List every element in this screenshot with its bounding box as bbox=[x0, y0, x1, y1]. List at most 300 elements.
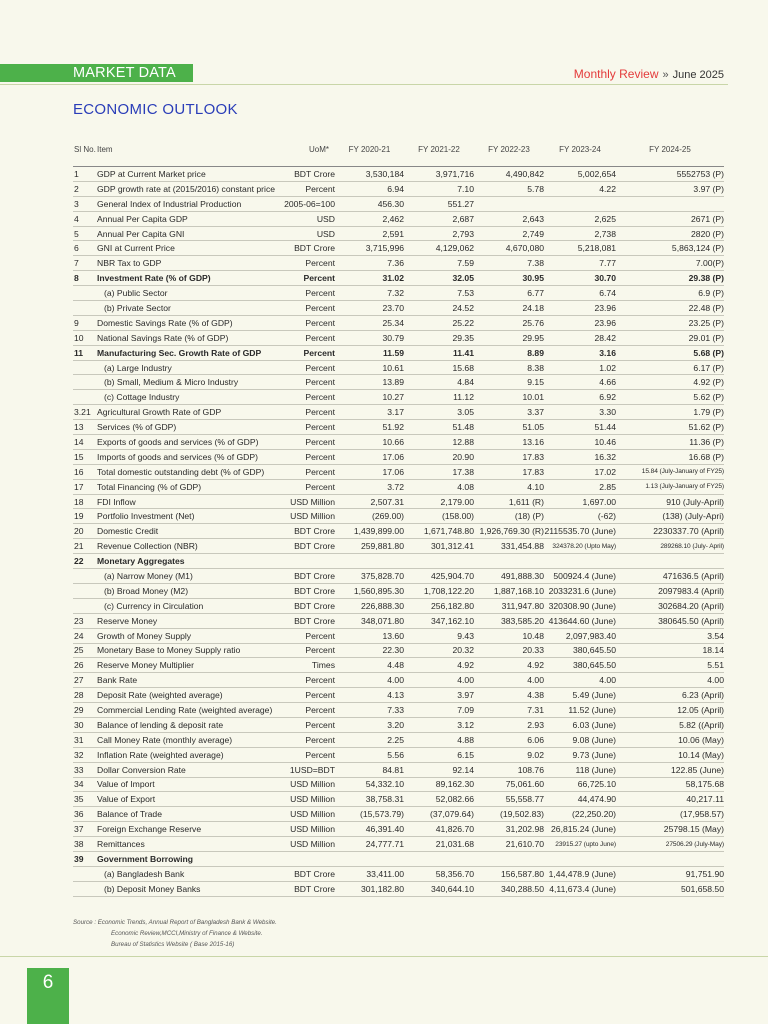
cell-item: Portfolio Investment (Net) bbox=[97, 511, 195, 522]
cell-fy-2021-22: 20.32 bbox=[452, 645, 474, 656]
cell-sl: 28 bbox=[74, 690, 84, 701]
cell-fy-2021-22: 2,687 bbox=[452, 213, 474, 224]
cell-fy-2022-23: 1,926,769.30 (R) bbox=[479, 526, 544, 537]
cell-fy-2021-22: 4,129,062 bbox=[435, 243, 474, 254]
cell-item: (a) Public Sector bbox=[104, 288, 168, 299]
cell-item: (a) Large Industry bbox=[104, 362, 172, 373]
cell-fy-2022-23: 20.33 bbox=[522, 645, 544, 656]
cell-fy-2021-22: (37,079.64) bbox=[430, 809, 474, 820]
cell-sl: 26 bbox=[74, 660, 84, 671]
cell-uom: Percent bbox=[305, 734, 335, 745]
footer-divider bbox=[0, 956, 768, 957]
cell-item: Total Financing (% of GDP) bbox=[97, 481, 202, 492]
cell-fy-2020-21: 24,777.71 bbox=[365, 839, 404, 850]
cell-fy-2024-25: 11.36 (P) bbox=[689, 436, 724, 447]
cell-fy-2020-21: (15,573.79) bbox=[360, 809, 404, 820]
cell-uom: Percent bbox=[305, 332, 335, 343]
cell-sl: 3 bbox=[74, 198, 79, 209]
cell-fy-2020-21: 3,715,996 bbox=[365, 243, 404, 254]
cell-item: Annual Per Capita GNI bbox=[97, 228, 185, 239]
cell-fy-2020-21: 38,758.31 bbox=[365, 794, 404, 805]
cell-fy-2023-24: 380,645.50 bbox=[572, 660, 616, 671]
cell-fy-2023-24: 23.96 bbox=[594, 302, 616, 313]
cell-fy-2023-24: (22,250.20) bbox=[572, 809, 616, 820]
cell-fy-2021-22: 7.09 bbox=[457, 705, 474, 715]
cell-sl: 18 bbox=[74, 496, 84, 507]
cell-fy-2020-21: 2.25 bbox=[387, 734, 404, 745]
cell-fy-2023-24: 11.52 (June) bbox=[568, 705, 616, 715]
table-row bbox=[73, 271, 724, 286]
cell-fy-2024-25: 22.48 (P) bbox=[688, 302, 724, 313]
cell-fy-2023-24: 1,44,478.9 (June) bbox=[548, 868, 616, 879]
cell-fy-2022-23: 383,585.20 bbox=[500, 615, 544, 626]
cell-fy-2022-23: 8.89 bbox=[527, 347, 544, 358]
cell-fy-2020-21: 51.92 bbox=[382, 422, 404, 433]
cell-fy-2023-24: 380,645.50 bbox=[572, 645, 616, 656]
cell-fy-2024-25: 58,175.68 bbox=[685, 779, 724, 790]
cell-item: National Savings Rate (% of GDP) bbox=[97, 332, 229, 343]
cell-fy-2022-23: 29.95 bbox=[522, 332, 544, 343]
table-row bbox=[73, 703, 724, 718]
table-row bbox=[73, 182, 724, 197]
cell-fy-2023-24: 26,815.24 (June) bbox=[551, 824, 616, 835]
cell-item: NBR Tax to GDP bbox=[97, 258, 162, 269]
cell-fy-2024-25: 23.25 (P) bbox=[688, 317, 724, 328]
cell-uom: USD Million bbox=[290, 779, 335, 790]
table-row bbox=[73, 837, 724, 852]
page-title: ECONOMIC OUTLOOK bbox=[73, 101, 238, 118]
cell-uom: Percent bbox=[305, 407, 335, 418]
table-row bbox=[73, 658, 724, 673]
cell-sl: 39 bbox=[74, 853, 84, 864]
cell-fy-2023-24: 17.02 bbox=[594, 466, 616, 477]
cell-fy-2022-23: 4.10 bbox=[527, 481, 544, 492]
cell-fy-2024-25: 91,751.90 bbox=[685, 868, 724, 879]
table-row bbox=[73, 673, 724, 688]
cell-fy-2023-24: 7.77 bbox=[599, 258, 616, 269]
cell-sl: 23 bbox=[74, 615, 84, 626]
cell-item: Investment Rate (% of GDP) bbox=[97, 273, 211, 284]
header-fy-2022-23: FY 2022-23 bbox=[488, 145, 530, 154]
cell-fy-2021-22: 58,356.70 bbox=[435, 868, 474, 879]
cell-fy-2023-24: 2115535.70 (June) bbox=[544, 526, 616, 537]
cell-fy-2022-23: 7.31 bbox=[527, 705, 544, 715]
header-divider bbox=[0, 84, 728, 85]
cell-fy-2020-21: 23.70 bbox=[382, 302, 404, 313]
cell-item: Government Borrowing bbox=[97, 853, 193, 864]
cell-item: Domestic Savings Rate (% of GDP) bbox=[97, 317, 233, 328]
table-row bbox=[73, 331, 724, 346]
cell-sl: 15 bbox=[74, 451, 84, 462]
cell-fy-2023-24: 2,097,983.40 bbox=[565, 630, 616, 641]
cell-sl: 22 bbox=[74, 556, 84, 567]
cell-fy-2024-25: 5,863,124 (P) bbox=[671, 243, 724, 254]
cell-fy-2023-24: 3.30 bbox=[599, 407, 616, 418]
cell-fy-2020-21: 348,071.80 bbox=[360, 615, 404, 626]
cell-fy-2024-25: 5.68 (P) bbox=[693, 347, 724, 358]
cell-fy-2022-23: 17.83 bbox=[522, 451, 544, 462]
cell-fy-2023-24: 28.42 bbox=[594, 332, 616, 343]
cell-sl: 30 bbox=[74, 719, 84, 730]
cell-fy-2023-24: 2033231.6 (June) bbox=[548, 585, 616, 596]
cell-uom: Percent bbox=[305, 466, 335, 477]
cell-fy-2022-23: 156,587.80 bbox=[500, 868, 544, 879]
cell-fy-2020-21: 46,391.40 bbox=[365, 824, 404, 835]
cell-fy-2022-23: 311,947.80 bbox=[501, 600, 544, 611]
table-row bbox=[73, 256, 724, 271]
cell-fy-2024-25: 29.38 (P) bbox=[688, 273, 724, 284]
cell-uom: Percent bbox=[305, 422, 335, 433]
table-row bbox=[73, 584, 724, 599]
cell-item: Foreign Exchange Reserve bbox=[97, 824, 202, 835]
cell-fy-2020-21: 2,591 bbox=[382, 228, 404, 239]
cell-fy-2020-21: 259,881.80 bbox=[360, 541, 404, 552]
cell-fy-2020-21: 17.06 bbox=[382, 466, 404, 477]
cell-fy-2021-22: 17.38 bbox=[452, 466, 474, 477]
cell-sl: 37 bbox=[74, 824, 84, 835]
cell-fy-2022-23: 4.38 bbox=[527, 690, 544, 701]
cell-fy-2024-25: 27506.29 (July-May) bbox=[665, 840, 724, 848]
table-row bbox=[73, 718, 724, 733]
table-row bbox=[73, 301, 724, 316]
header-fy-2021-22: FY 2021-22 bbox=[418, 145, 460, 154]
cell-fy-2022-23: 491,888.30 bbox=[500, 570, 544, 581]
cell-fy-2020-21: 1,560,895.30 bbox=[353, 585, 404, 596]
cell-fy-2020-21: 10.61 bbox=[382, 362, 404, 373]
cell-fy-2021-22: 6.15 bbox=[457, 749, 474, 760]
cell-uom: Percent bbox=[305, 362, 335, 373]
cell-uom: BDT Crore bbox=[294, 570, 335, 581]
table-row bbox=[73, 465, 724, 480]
section-label-band bbox=[0, 64, 193, 82]
cell-fy-2020-21: 456.30 bbox=[377, 198, 404, 209]
cell-fy-2020-21: 11.59 bbox=[382, 347, 404, 358]
cell-fy-2024-25: 910 (July-April) bbox=[666, 496, 724, 507]
cell-fy-2024-25: 6.9 (P) bbox=[698, 288, 724, 299]
cell-fy-2024-25: 2671 (P) bbox=[691, 213, 724, 224]
cell-uom: USD Million bbox=[290, 824, 335, 835]
cell-item: (b) Private Sector bbox=[104, 302, 171, 313]
cell-fy-2022-23: 13.16 bbox=[522, 436, 544, 447]
cell-fy-2021-22: 301,312.41 bbox=[430, 541, 474, 552]
cell-fy-2024-25: 5552753 (P) bbox=[676, 168, 724, 179]
cell-item: Annual Per Capita GDP bbox=[97, 213, 188, 224]
cell-fy-2020-21: 3.72 bbox=[387, 481, 404, 492]
cell-fy-2020-21: 25.34 bbox=[382, 317, 404, 328]
cell-fy-2021-22: 425,904.70 bbox=[430, 570, 474, 581]
cell-sl: 5 bbox=[74, 228, 79, 239]
cell-fy-2022-23: 1,887,168.10 bbox=[493, 585, 544, 596]
cell-fy-2023-24: 4.22 bbox=[599, 183, 616, 194]
cell-fy-2023-24: 4.00 bbox=[599, 675, 616, 686]
cell-fy-2022-23: 30.95 bbox=[522, 273, 544, 284]
header-item: Item bbox=[97, 145, 113, 154]
header-fy-2023-24: FY 2023-24 bbox=[559, 145, 601, 154]
cell-sl: 34 bbox=[74, 779, 84, 790]
cell-fy-2021-22: 3.12 bbox=[457, 719, 474, 730]
cell-fy-2020-21: 17.06 bbox=[382, 451, 404, 462]
cell-fy-2022-23: 1,611 (R) bbox=[508, 496, 544, 507]
cell-fy-2022-23: (19,502.83) bbox=[500, 809, 544, 820]
cell-fy-2021-22: 12.88 bbox=[452, 436, 474, 447]
cell-item: (c) Currency in Circulation bbox=[104, 600, 204, 611]
cell-fy-2024-25: 2230337.70 (April) bbox=[653, 526, 724, 537]
cell-sl: 4 bbox=[74, 213, 79, 224]
cell-uom: Percent bbox=[305, 377, 335, 388]
cell-fy-2023-24: (-62) bbox=[597, 511, 616, 522]
cell-fy-2024-25: 1.79 (P) bbox=[693, 407, 724, 418]
cell-fy-2024-25: 15.84 (July-January of FY25) bbox=[641, 468, 724, 476]
cell-sl: 16 bbox=[74, 466, 84, 477]
page-number: 6 bbox=[42, 972, 54, 993]
cell-uom: Percent bbox=[305, 258, 335, 269]
cell-item: Agricultural Growth Rate of GDP bbox=[97, 407, 222, 418]
cell-fy-2020-21: 7.36 bbox=[387, 258, 404, 269]
cell-item: (c) Cottage Industry bbox=[104, 392, 180, 403]
cell-fy-2020-21: 2,507.31 bbox=[370, 496, 404, 507]
cell-sl: 17 bbox=[74, 481, 84, 492]
cell-fy-2021-22: 20.90 bbox=[452, 451, 474, 462]
table-row bbox=[73, 778, 724, 793]
cell-fy-2020-21: 7.33 bbox=[387, 705, 404, 715]
table-row bbox=[73, 450, 724, 465]
cell-fy-2022-23: 2.93 bbox=[527, 719, 544, 730]
cell-fy-2020-21: 22.30 bbox=[382, 645, 404, 656]
cell-item: (b) Small, Medium & Micro Industry bbox=[104, 377, 239, 388]
issue-date: June 2025 bbox=[672, 69, 724, 81]
cell-item: Monetary Base to Money Supply ratio bbox=[97, 645, 241, 656]
cell-fy-2022-23: 5.78 bbox=[527, 183, 544, 194]
cell-fy-2024-25: 7.00(P) bbox=[695, 258, 724, 269]
table-row bbox=[73, 227, 724, 242]
cell-fy-2021-22: 15.68 bbox=[452, 362, 474, 373]
table-row bbox=[73, 614, 724, 629]
cell-fy-2022-23: 4.92 bbox=[527, 660, 544, 671]
table-row bbox=[73, 316, 724, 331]
cell-fy-2021-22: 2,793 bbox=[452, 228, 474, 239]
cell-fy-2023-24: 9.08 (June) bbox=[572, 734, 616, 745]
cell-fy-2022-23: 17.83 bbox=[522, 466, 544, 477]
table-row bbox=[73, 792, 724, 807]
cell-fy-2021-22: 11.12 bbox=[453, 392, 474, 403]
cell-sl: 10 bbox=[74, 332, 84, 343]
cell-fy-2021-22: (158.00) bbox=[441, 511, 474, 522]
cell-fy-2020-21: 6.94 bbox=[387, 183, 404, 194]
cell-uom: Percent bbox=[305, 705, 335, 715]
cell-fy-2021-22: 551.27 bbox=[447, 198, 474, 209]
cell-fy-2023-24: 1.02 bbox=[599, 362, 616, 373]
cell-fy-2020-21: 4.13 bbox=[387, 690, 404, 701]
cell-uom: Percent bbox=[305, 675, 335, 686]
source-note bbox=[73, 917, 277, 950]
cell-fy-2021-22: 4.88 bbox=[457, 734, 474, 745]
cell-fy-2023-24: 23915.27 (upto June) bbox=[555, 840, 616, 848]
cell-fy-2024-25: 29.01 (P) bbox=[688, 332, 724, 343]
cell-fy-2020-21: 13.89 bbox=[382, 377, 404, 388]
cell-fy-2023-24: 6.03 (June) bbox=[572, 719, 616, 730]
cell-item: Inflation Rate (weighted average) bbox=[97, 749, 224, 760]
table-row bbox=[73, 569, 724, 584]
cell-sl: 14 bbox=[74, 436, 84, 447]
cell-fy-2021-22: 52,082.66 bbox=[435, 794, 474, 805]
cell-uom: 2005-06=100 bbox=[284, 198, 335, 209]
cell-item: Domestic Credit bbox=[97, 526, 159, 537]
cell-fy-2021-22: 25.22 bbox=[452, 317, 474, 328]
cell-uom: BDT Crore bbox=[294, 615, 335, 626]
header-sl: Sl No. bbox=[74, 145, 96, 154]
cell-item: Manufacturing Sec. Growth Rate of GDP bbox=[97, 347, 262, 358]
cell-fy-2024-25: 302684.20 (April) bbox=[658, 600, 724, 611]
header-fy-2020-21: FY 2020-21 bbox=[348, 145, 391, 154]
cell-fy-2024-25: 6.23 (April) bbox=[681, 690, 724, 701]
cell-fy-2021-22: 1,708,122.20 bbox=[423, 585, 474, 596]
cell-sl: 27 bbox=[74, 675, 84, 686]
cell-fy-2024-25: 4.00 bbox=[707, 675, 724, 686]
cell-fy-2023-24: 413644.60 (June) bbox=[548, 615, 616, 626]
cell-sl: 6 bbox=[74, 243, 79, 254]
cell-sl: 29 bbox=[74, 705, 84, 715]
cell-fy-2023-24: 3.16 bbox=[599, 347, 616, 358]
cell-item: Revenue Collection (NBR) bbox=[97, 541, 198, 552]
cell-fy-2024-25: 2820 (P) bbox=[691, 228, 724, 239]
cell-fy-2023-24: 44,474.90 bbox=[577, 794, 616, 805]
cell-fy-2021-22: 29.35 bbox=[452, 332, 474, 343]
cell-item: Balance of Trade bbox=[97, 809, 162, 820]
cell-item: Bank Rate bbox=[97, 675, 138, 686]
cell-fy-2020-21: 7.32 bbox=[387, 288, 404, 299]
cell-fy-2020-21: 226,888.30 bbox=[360, 600, 404, 611]
table-row bbox=[73, 882, 724, 897]
cell-fy-2022-23: 108.76 bbox=[517, 764, 544, 775]
cell-uom: Percent bbox=[305, 436, 335, 447]
cell-uom: BDT Crore bbox=[294, 541, 335, 552]
cell-item: (b) Deposit Money Banks bbox=[104, 883, 201, 894]
section-label: MARKET DATA bbox=[73, 65, 176, 81]
economic-outlook-table bbox=[73, 133, 724, 897]
table-row bbox=[73, 375, 724, 390]
cell-fy-2023-24: 9.73 (June) bbox=[572, 749, 616, 760]
cell-fy-2023-24: 2,738 bbox=[594, 228, 616, 239]
cell-fy-2021-22: 7.53 bbox=[457, 288, 474, 299]
cell-fy-2020-21: 31.02 bbox=[382, 273, 404, 284]
cell-uom: USD Million bbox=[290, 809, 335, 820]
cell-uom: BDT Crore bbox=[294, 168, 335, 179]
cell-fy-2020-21: 84.81 bbox=[382, 764, 404, 775]
publication-header bbox=[574, 67, 724, 81]
cell-fy-2023-24: 2,625 bbox=[594, 213, 616, 224]
cell-fy-2022-23: 21,610.70 bbox=[505, 839, 544, 850]
table-row bbox=[73, 241, 724, 256]
source-line: Bureau of Statistics Website ( Base 2015-16) bbox=[111, 941, 235, 948]
cell-fy-2024-25: 5.51 bbox=[707, 660, 724, 671]
cell-uom: Percent bbox=[305, 719, 335, 730]
cell-fy-2020-21: 1,439,899.00 bbox=[353, 526, 404, 537]
table-row bbox=[73, 733, 724, 748]
cell-uom: Percent bbox=[305, 288, 335, 299]
cell-fy-2021-22: 89,162.30 bbox=[435, 779, 474, 790]
cell-fy-2021-22: 21,031.68 bbox=[435, 839, 474, 850]
cell-fy-2023-24: 66,725.10 bbox=[577, 779, 616, 790]
cell-fy-2021-22: 3,971,716 bbox=[435, 168, 474, 179]
cell-sl: 32 bbox=[74, 749, 84, 760]
cell-fy-2020-21: 4.48 bbox=[387, 660, 404, 671]
cell-fy-2021-22: 4.92 bbox=[457, 660, 474, 671]
cell-fy-2020-21: 10.66 bbox=[382, 436, 404, 447]
table-row bbox=[73, 361, 724, 376]
cell-uom: USD bbox=[316, 228, 335, 239]
table-row bbox=[73, 480, 724, 495]
cell-fy-2021-22: 2,179.00 bbox=[440, 496, 474, 507]
cell-sl: 35 bbox=[74, 794, 84, 805]
cell-uom: Percent bbox=[305, 481, 335, 492]
cell-uom: Percent bbox=[303, 273, 335, 284]
table-row bbox=[73, 286, 724, 301]
source-line: Economic Review,MCCI,Ministry of Finance & Website. bbox=[111, 930, 263, 937]
cell-item: (a) Bangladesh Bank bbox=[104, 868, 185, 879]
cell-fy-2024-25: 51.62 (P) bbox=[688, 422, 724, 433]
cell-item: Reserve Money Multiplier bbox=[97, 660, 194, 671]
cell-fy-2023-24: 4,11,673.4 (June) bbox=[549, 883, 616, 894]
cell-fy-2021-22: 1,671,748.80 bbox=[423, 526, 474, 537]
cell-fy-2021-22: 3.05 bbox=[457, 407, 474, 418]
page-number-box bbox=[27, 968, 69, 1024]
table-row bbox=[73, 644, 724, 659]
cell-fy-2024-25: 3.54 bbox=[707, 630, 724, 641]
cell-fy-2022-23: 3.37 bbox=[527, 407, 544, 418]
cell-uom: BDT Crore bbox=[294, 600, 335, 611]
cell-fy-2021-22: 92.14 bbox=[452, 764, 474, 775]
cell-uom: BDT Crore bbox=[294, 868, 335, 879]
cell-uom: Percent bbox=[305, 645, 335, 656]
cell-fy-2022-23: 10.48 bbox=[522, 630, 544, 641]
cell-uom: Percent bbox=[305, 302, 335, 313]
cell-uom: BDT Crore bbox=[294, 585, 335, 596]
cell-sl: 38 bbox=[74, 839, 84, 850]
cell-sl: 7 bbox=[74, 258, 79, 269]
cell-fy-2024-25: 122.85 (June) bbox=[670, 764, 724, 775]
cell-fy-2023-24: 1,697.00 bbox=[582, 496, 616, 507]
cell-fy-2024-25: 40,217.11 bbox=[686, 794, 724, 805]
cell-fy-2020-21: 10.27 bbox=[382, 392, 404, 403]
cell-fy-2021-22: 51.48 bbox=[452, 422, 474, 433]
cell-item: General Index of Industrial Production bbox=[97, 198, 242, 209]
cell-item: GDP growth rate at (2015/2016) constant price bbox=[97, 183, 276, 194]
table-row bbox=[73, 212, 724, 227]
cell-fy-2022-23: 6.77 bbox=[527, 288, 544, 299]
cell-fy-2022-23: 9.02 bbox=[527, 749, 544, 760]
cell-uom: BDT Crore bbox=[294, 243, 335, 254]
cell-fy-2023-24: 5.49 (June) bbox=[572, 690, 616, 701]
cell-uom: Percent bbox=[305, 183, 335, 194]
cell-fy-2022-23: 9.15 bbox=[527, 377, 544, 388]
cell-sl: 3.21 bbox=[74, 407, 91, 418]
table-row bbox=[73, 495, 724, 510]
cell-fy-2023-24: 30.70 bbox=[594, 273, 616, 284]
cell-uom: Percent bbox=[303, 347, 335, 358]
cell-fy-2023-24: 2.85 bbox=[599, 481, 616, 492]
cell-fy-2020-21: (269.00) bbox=[371, 511, 404, 522]
cell-fy-2024-25: 16.68 (P) bbox=[688, 451, 724, 462]
cell-item: Services (% of GDP) bbox=[97, 422, 177, 433]
cell-fy-2020-21: 4.00 bbox=[387, 675, 404, 686]
cell-sl: 19 bbox=[74, 511, 84, 522]
cell-fy-2024-25: 5.62 (P) bbox=[693, 392, 724, 403]
cell-sl: 8 bbox=[74, 273, 79, 284]
cell-item: Imports of goods and services (% of GDP) bbox=[97, 451, 258, 462]
cell-fy-2024-25: 10.14 (May) bbox=[678, 749, 724, 760]
table-row bbox=[73, 524, 724, 539]
cell-fy-2023-24: 6.74 bbox=[599, 288, 616, 299]
